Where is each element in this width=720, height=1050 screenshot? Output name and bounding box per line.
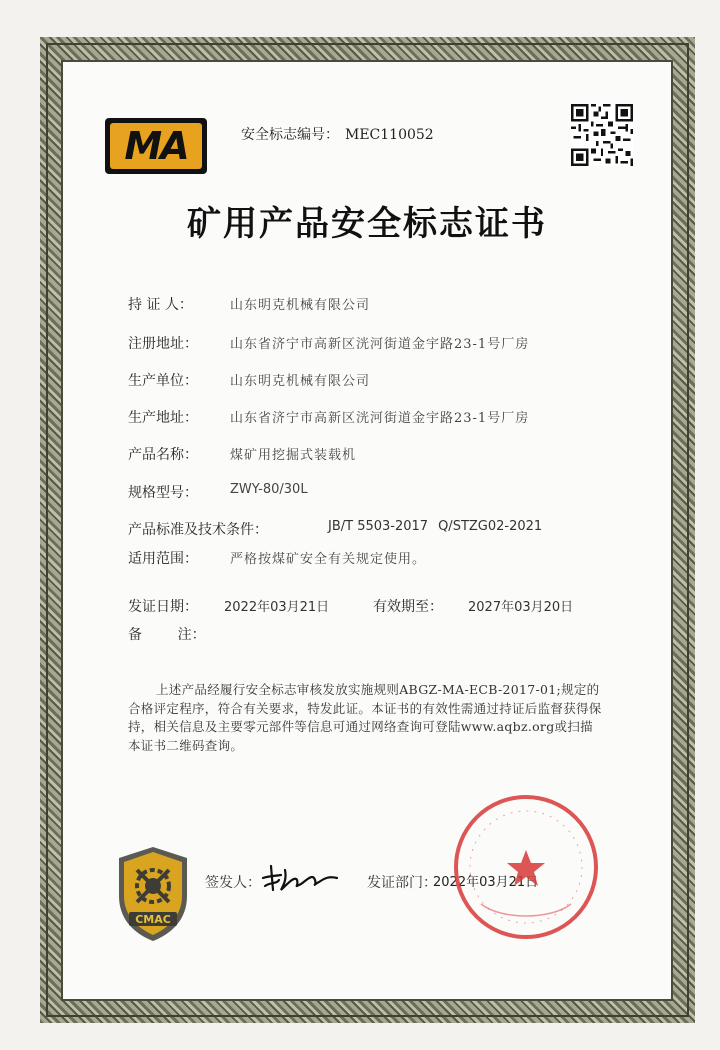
holder-value: 山东明克机械有限公司 [230, 298, 371, 313]
product-name-value: 煤矿用挖掘式装载机 [230, 448, 357, 463]
prod-address-value: 山东省济宁市高新区洸河街道金宇路23-1号厂房 [230, 411, 530, 426]
ma-logo-text: MA [110, 123, 202, 169]
model-label: 规格型号： [128, 485, 198, 501]
standards-label: 产品标准及技术条件： [128, 522, 268, 538]
remarks-label: 备 注： [128, 627, 206, 643]
certificate-number [241, 124, 434, 144]
valid-until-label: 有效期至： [373, 599, 443, 615]
manufacturer-label: 生产单位： [128, 373, 198, 389]
reg-address-value: 山东省济宁市高新区洸河街道金宇路23-1号厂房 [230, 337, 530, 352]
field-standards [128, 519, 543, 539]
field-scope [128, 548, 427, 568]
holder-label: 持 证 人： [128, 297, 193, 313]
official-seal [451, 792, 601, 942]
field-holder [128, 294, 371, 314]
product-name-label: 产品名称： [128, 447, 198, 463]
field-remarks [128, 624, 206, 644]
cmac-text: CMAC [135, 913, 171, 926]
cmac-logo [113, 844, 193, 944]
model-value: ZWY-80/30L [230, 482, 308, 497]
prod-address-label: 生产地址： [128, 410, 198, 426]
ma-logo [105, 118, 207, 174]
cert-number-value: MEC110052 [345, 127, 434, 143]
dept-date: 2022年03月21日 [433, 875, 539, 890]
issue-date-value: 2022年03月21日 [224, 600, 330, 615]
standard-2: Q/STZG02-2021 [438, 519, 543, 534]
certificate-statement: 上述产品经履行安全标志审核发放实施规则ABGZ-MA-ECB-2017-01;规定的合格评定程序，符合有关要求，特发此证。本证书的有效性需通过持证后监督获得保持，相关信息及主要零元部件等信息可通过网络查询可登陆www.aqbz.org或扫描本证书二维码查询。 [128, 682, 602, 753]
scope-label: 适用范围： [128, 551, 198, 567]
valid-until-value: 2027年03月20日 [468, 600, 574, 615]
field-model [128, 482, 308, 502]
standards-values [328, 519, 542, 534]
standard-1: JB/T 5503-2017 [328, 519, 429, 534]
signer-label: 签发人： [205, 875, 261, 891]
field-reg-address [128, 333, 530, 353]
signature [257, 856, 343, 896]
reg-address-label: 注册地址： [128, 336, 198, 352]
issue-date-label: 发证日期： [128, 599, 198, 615]
manufacturer-value: 山东明克机械有限公司 [230, 374, 371, 389]
qr-code[interactable] [571, 104, 633, 166]
dept-label: 发证部门： [367, 875, 437, 891]
scope-value: 严格按煤矿安全有关规定使用。 [230, 552, 427, 567]
certificate-title: 矿用产品安全标志证书 [187, 204, 547, 244]
field-product-name [128, 444, 357, 464]
field-prod-address [128, 407, 530, 427]
cert-number-label: 安全标志编号： [241, 127, 339, 143]
field-manufacturer [128, 370, 371, 390]
certificate-paper [63, 62, 671, 999]
dates-row [128, 596, 574, 616]
